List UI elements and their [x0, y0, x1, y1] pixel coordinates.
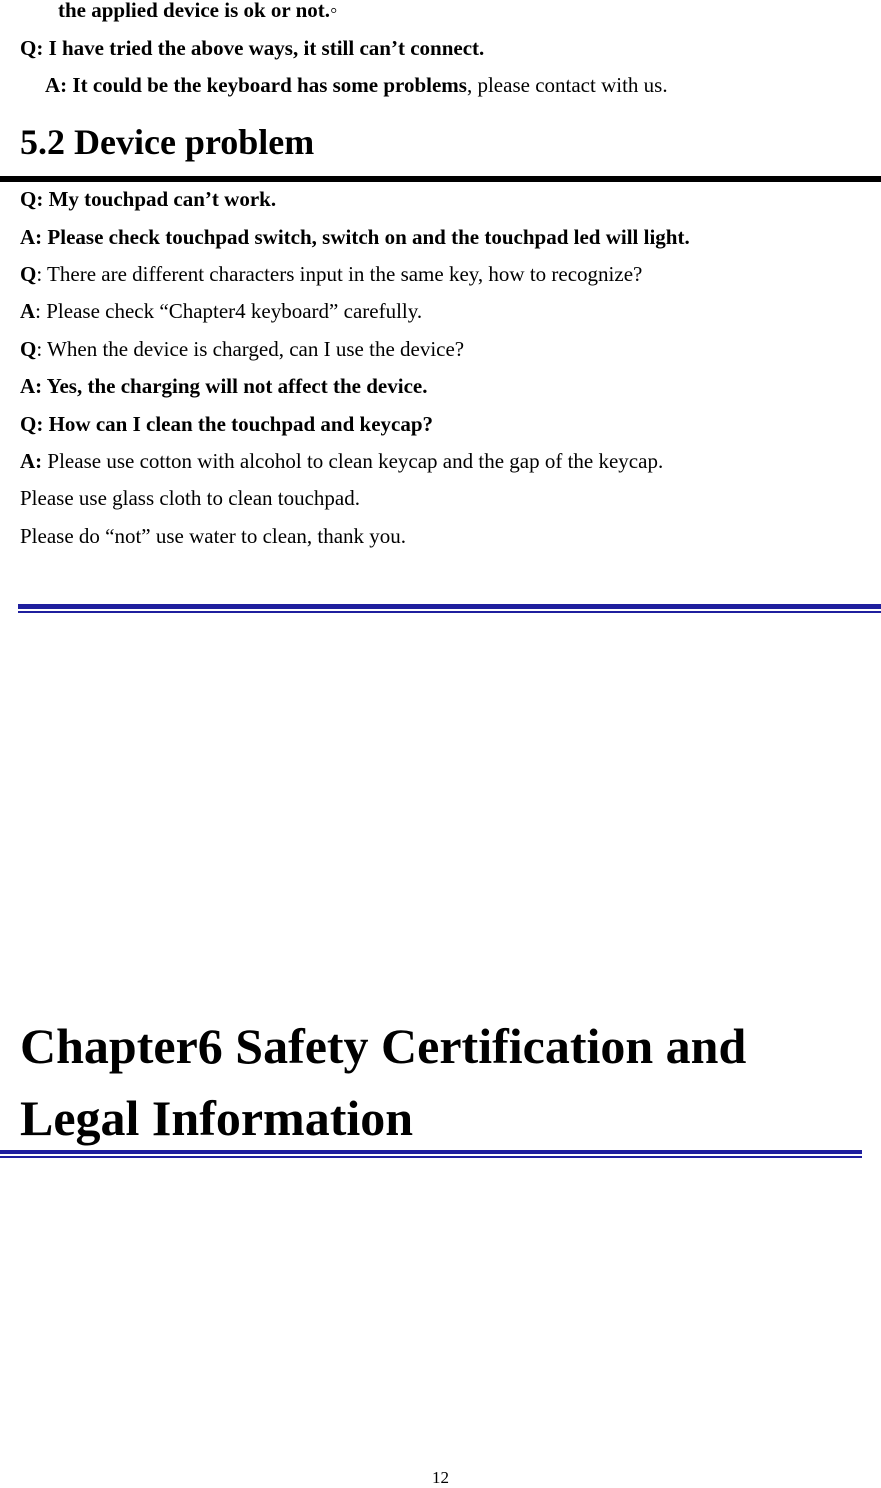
section-end-rule-thin — [18, 611, 881, 613]
question-charging-text: : When the device is charged, can I use the device? — [36, 337, 465, 361]
clean-glass-line: Please use glass cloth to clean touchpad. — [20, 486, 360, 510]
answer-characters — [20, 299, 422, 323]
question-characters — [20, 262, 642, 286]
section-end-rule — [18, 604, 881, 609]
question-charging — [20, 337, 464, 361]
question-touchpad: Q: My touchpad can’t work. — [20, 187, 277, 211]
question-clean: Q: How can I clean the touchpad and keycap? — [20, 412, 434, 436]
answer-characters-text: : Please check “Chapter4 keyboard” carefully. — [35, 299, 423, 323]
question-charging-label: Q — [20, 337, 37, 361]
applied-device-line: the applied device is ok or not.◦ — [58, 0, 338, 22]
chapter-title-line2: Legal Information — [20, 1090, 414, 1146]
chapter-title — [20, 1010, 870, 1154]
answer-connect-rest: , please contact with us. — [466, 73, 668, 97]
chapter-underline-thin — [0, 1156, 862, 1158]
section-divider — [0, 176, 881, 182]
section-title: 5.2 Device problem — [20, 122, 315, 162]
chapter-title-line1: Chapter6 Safety Certification and — [20, 1018, 747, 1074]
question-connect: Q: I have tried the above ways, it still can’t connect. — [20, 36, 485, 60]
chapter-underline — [0, 1150, 862, 1154]
answer-clean — [20, 449, 663, 473]
question-characters-text: : There are different characters input in the same key, how to recognize? — [36, 262, 643, 286]
answer-connect — [45, 73, 668, 97]
answer-connect-bold: A: It could be the keyboard has some problems — [45, 73, 467, 97]
answer-charging: A: Yes, the charging will not affect the device. — [20, 374, 428, 398]
answer-characters-label: A — [20, 299, 36, 323]
page-number: 12 — [432, 1468, 449, 1487]
clean-water-line: Please do “not” use water to clean, thank you. — [20, 524, 407, 548]
question-characters-label: Q — [20, 262, 37, 286]
answer-clean-label: A: — [20, 449, 43, 473]
answer-touchpad: A: Please check touchpad switch, switch on and the touchpad led will light. — [20, 225, 690, 249]
answer-clean-text: Please use cotton with alcohol to clean keycap and the gap of the keycap. — [42, 449, 664, 473]
